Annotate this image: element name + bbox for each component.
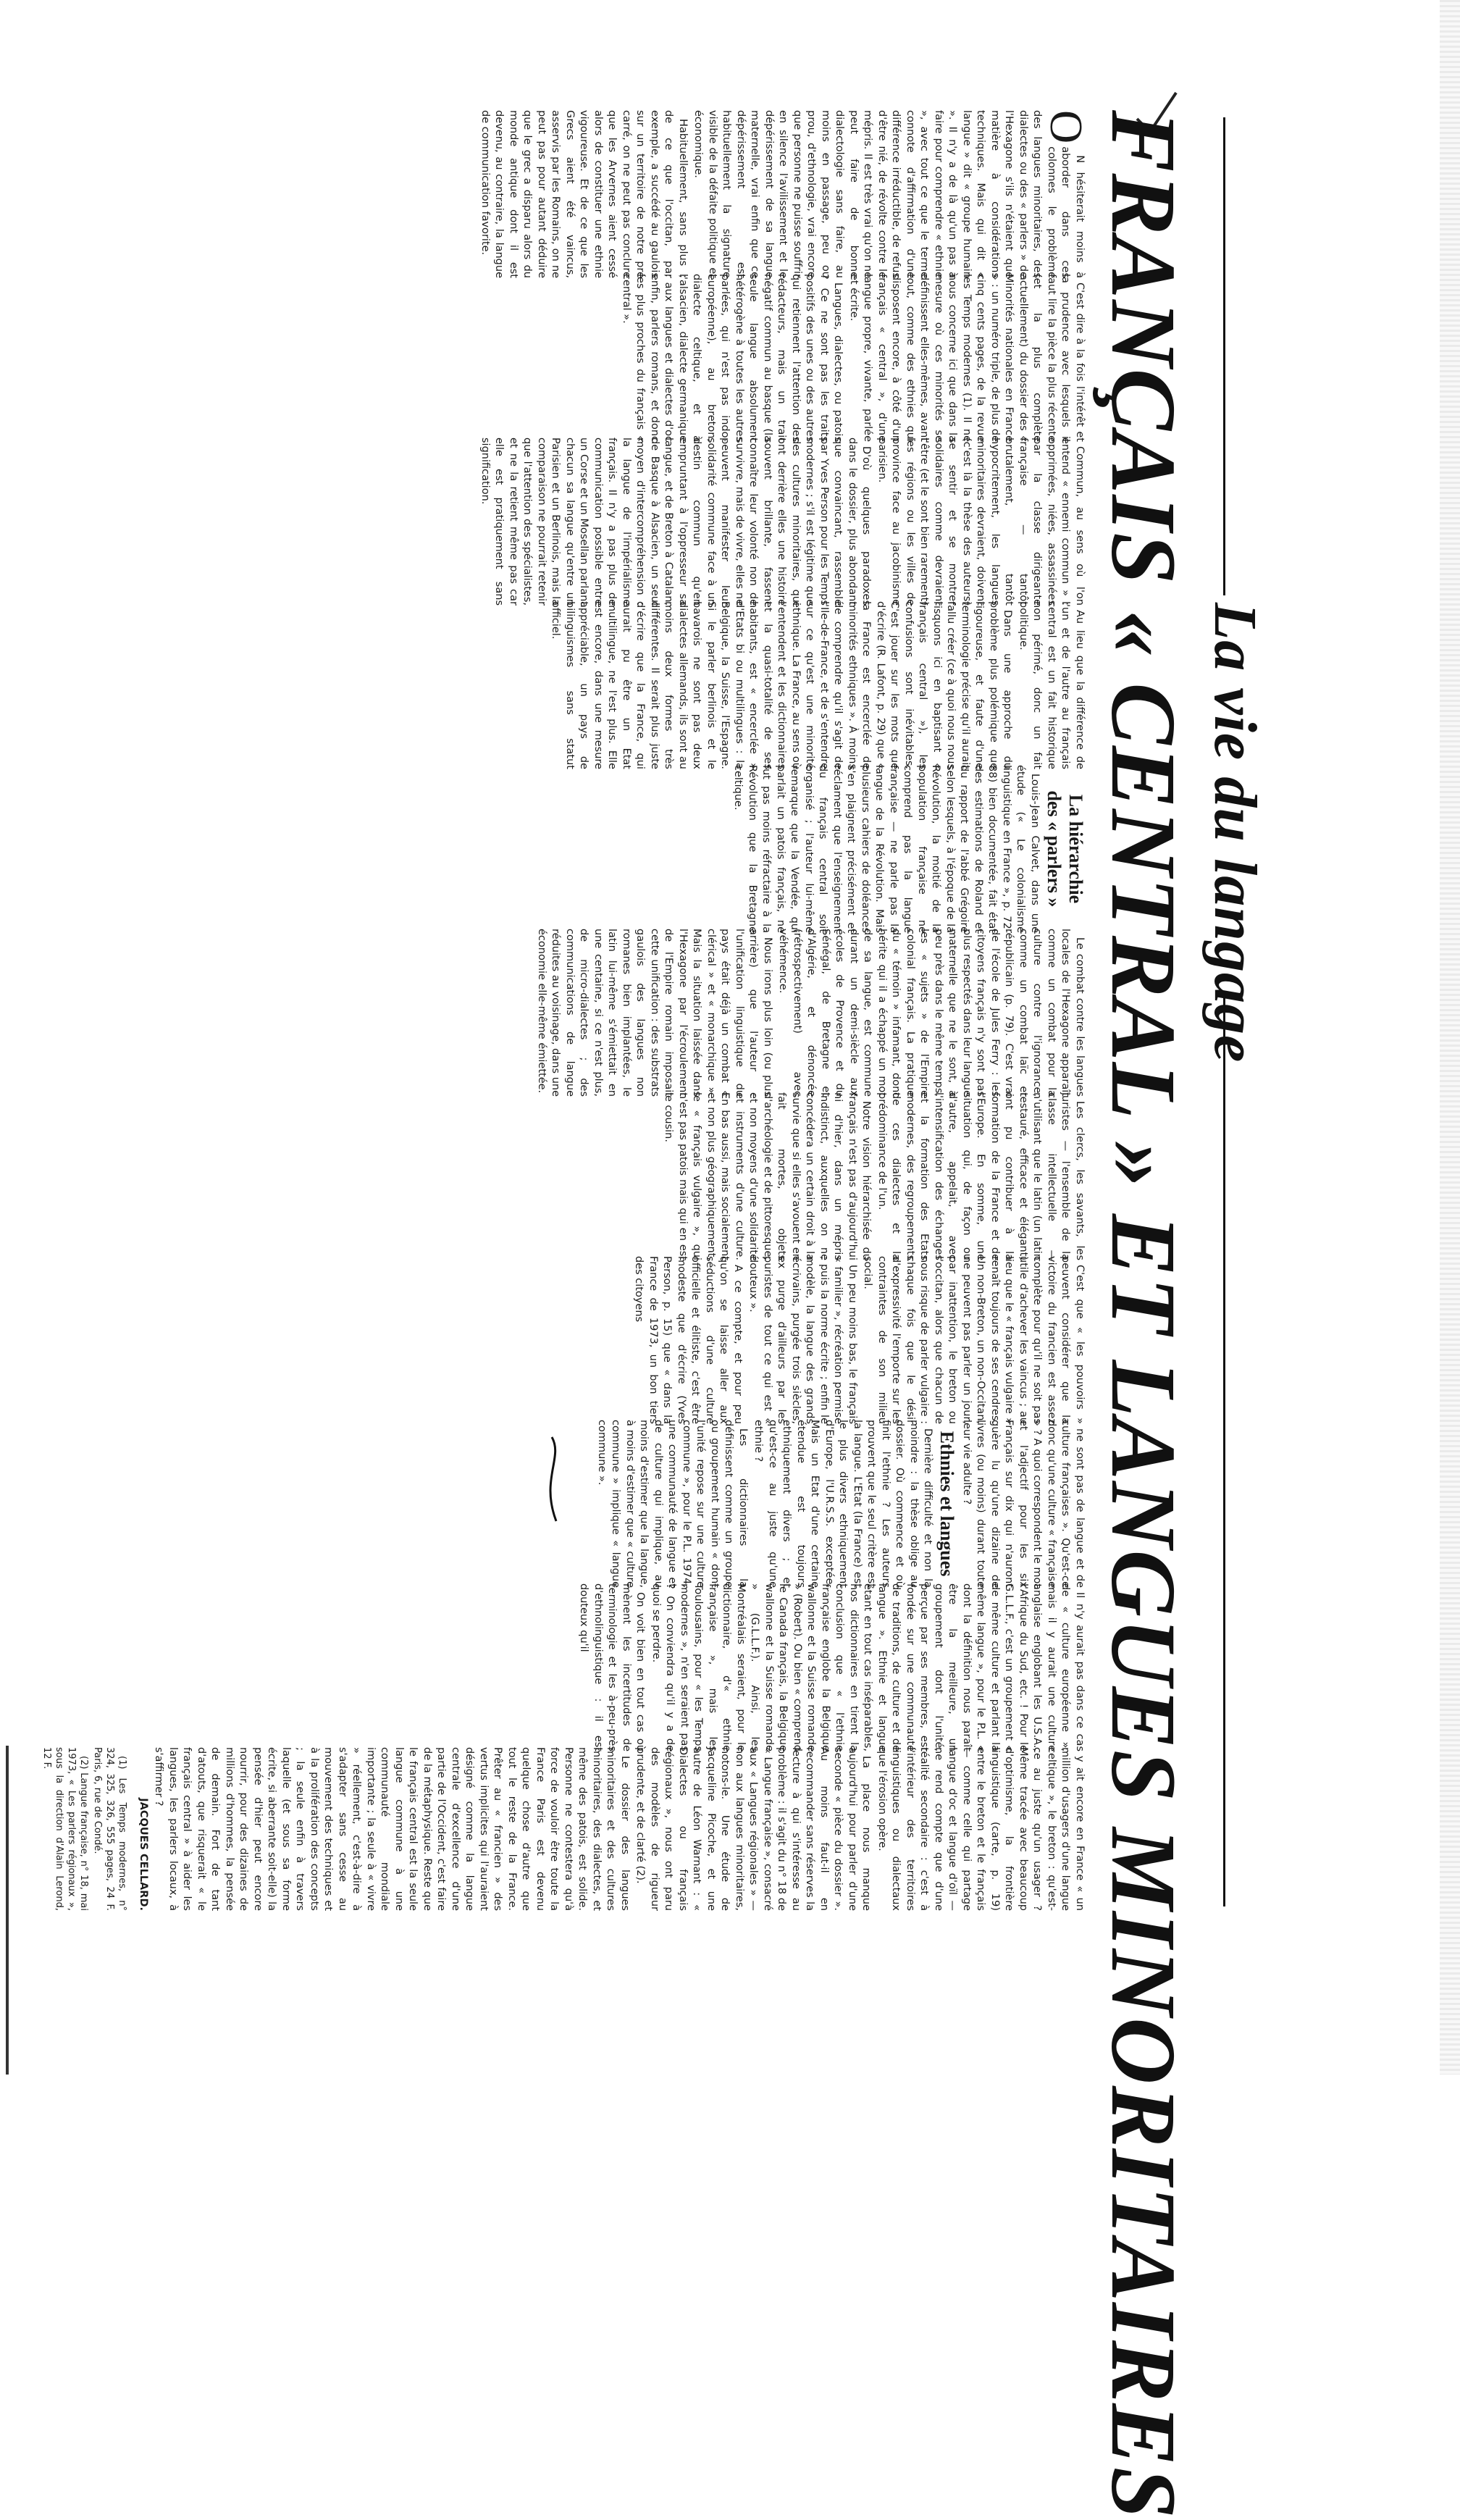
paragraph: Le combat contre les langues locales de l'Hexagone apparaît comme un combat pour la culture contre l'ignorance, comme un combat laïc et républicain (p. 79). C'est vrai de l'école de Jules Ferry : les citoyens français n'y sont pas plus respectés dans leur langue maternelle que ne le sont, à peu près dans le même temps, les « sujets » de l'Empire colonial français. La pratique du « témoin » infamant, dont hérite qui il a échappé un mot de sa langue, est commune durant un demi-siècle aux écoles de Provence et du Sénégal, de Bretagne et d'Algérie, et dénoncée (rétrospectivement) avec véhémence. — [777, 929, 1086, 1097]
column-5 — [152, 765, 1086, 933]
paragraph: Louis-Jean Calvet, dans une étude (« Le colonialisme linguistique en France », p. 72-88) bien documentée, fait état des estimations de Roland et du rapport de l'abbé Grégoire selon lesquels, à l'époque de la Révolution, la moitié de la population française ne comprend pas la langue française — ne parle pas la langue de la Révolution. Mais plusieurs cahiers de doléances s'en plaignent précisément et réclament que l'enseignement du français central soit organisé ; l'auteur lui-même remarque que la Vendée, qui parlait un patois français, ne fut pas moins réfractaire à la Révolution que la Bretagne celtique. — [732, 765, 1041, 933]
paragraph: Langues, dialectes, ou patois ? Ce ne sont pas les traits positifs des unes ou des autres qui retiennent l'attention des rédacteurs, mais un trait négatif commun au basque (la seule langue absolument hétérogène à toutes les autres parlées, qui n'est pas indo-européenne), au breton, dialecte celtique, et à l'alsacien, dialecte germanique ; aux langues et dialectes d'oc enfin, parlers romans, et donc les plus proches du français « central ». — [621, 274, 844, 442]
paragraph: Un peu moins bas, le français « familier », récréation permise ; puis la norme écrite ; enfin le modèle, la langue des grands écrivains, purgée trois siècles, ex purge d'ailleurs par les puristes de tout ce qui est « douteux ». — [747, 1256, 858, 1424]
kicker-rule-right — [1223, 994, 1225, 1906]
paragraph: C'est dire à la fois l'intérêt et la prudence avec lesquels il faut lire la pièce la plus récente (et la plus complète actuellement) du dossier des « Minorités nationales en France » : un numéro triple, de plus de cinq cents pages, de la revue les Temps modernes (1). Il ne nous concerne ici que dans la mesure où ces minorités se définissent elles-mêmes, avant tout, comme des ethnies qui disposent encore, à côté d'un français « central », d'une langue propre, vivante, parlée et écrite. — [848, 274, 1086, 442]
column-7 — [152, 1092, 1086, 1260]
paragraph: Dernière difficulté et non la moindre : la thèse oblige au dossier. Où commence et où finit l'ethnie ? Les auteurs prouvent que le seul critère est la langue. L'Etat (la France) est le plus divers ethniquement d'Europe, l'U.R.S.S. exceptée. Mais un Etat d'une certaine étendue est toujours ethniquement divers ; et qu'est-ce au juste qu'une ethnie ? — [752, 1420, 934, 1588]
paragraph: Commun, au sens où l'on entend « ennemi commun » : opprimées, niées, assassinées par la classe dirigeante française — tantôt brutalement, tantôt hypocritement, les langues minoritaires devraient, doivent (c'est là la thèse des auteurs) se sentir et se montrer solidaires comme devraient l'être (et le sont bien rarement) les régions ou les villes de province face au jacobinisme parisien. — [876, 438, 1086, 606]
footnotes — [41, 1747, 129, 1911]
column-2 — [152, 274, 1086, 442]
dropcap: O — [1041, 110, 1092, 144]
paragraph: y ait encore en France « un million d'usagers d'une langue celtique », le breton : qu'est-ce au juste qu'un usager ? Même tracée avec beaucoup d'optimisme, la frontière linguistique (carte, p. 19) entre le breton et le français — comme celle qui partage langue d'oc et langue d'oïl — ne rend compte que d'une réalité secondaire : c'est à l'intérieur des territoires linguistiques ou dialectaux que l'érosion opère. — [876, 1747, 1086, 1911]
column-9 — [152, 1420, 1086, 1588]
subhead-hierarchie: La hiérarchie des « parlers » — [1044, 790, 1086, 908]
column-11 — [41, 1747, 1086, 1911]
footnote: (1) Les Temps modernes, n° 324, 325, 326, 555 pages, 24 F. Paris, 6, rue de Condé. — [92, 1747, 128, 1911]
paragraph: A ce compte, et pour peu qu'on se laisse aller aux séductions d'une culture officielle et élitiste, c'est être modeste que d'écrire (Yves Person, p. 15) que « dans la France de 1973, un bon tiers des citoyens — [633, 1256, 744, 1424]
paragraph: Les clercs, les savants, les juristes — l'ensemble de la classe intellectuelle — n'utilisant que le latin (un latin restauré, efficace et élégant) ont pu contribuer à la formation de la France et de l'Europe. En somme, une situation qui, de façon ou d'autre, appelait, avec l'intensification des échanges et la formation des Etats modernes, des regroupements de ces dialectes et la prédominance de l'un. — [876, 1092, 1086, 1260]
column-1 — [152, 110, 1092, 278]
article-frame — [41, 96, 1276, 2520]
column-6 — [152, 929, 1086, 1097]
pen-strike-mark — [537, 1436, 566, 1523]
kicker: La vie du langage — [1201, 603, 1269, 1063]
paragraph: D'où quelques paradoxes dans le dossier, plus abondant que convaincant, rassemblé par Yves Person pour les Temps modernes ; s'il est légitime que des cultures minoritaires, qui ont derrière elles une histoire souvent brillante, fassent connaître leur volonté non de survivre, mais de vivre, elles ne peuvent manifester leur solidarité commune face à un destin commun qu'en empruntant à l'oppresseur sa langue, et de Breton à Catalan, de Basque à Alsacien, un seul moyen d'intercompréhension : la langue de l'impérialisme français. Il n'y a pas plus de communication possible entre un Corse et un Mosellan parlant chacun sa langue qu'entre un Parisien et un Berlinois, mais la comparaison ne pourrait retenir que l'attention des spécialistes, et ne la retient même pas car elle est pratiquement sans signification. — [479, 438, 873, 606]
column-10 — [152, 1583, 1086, 1751]
column-8 — [152, 1256, 1086, 1424]
paragraph: Les dictionnaires la définissent comme un groupe ou groupement humain « dont l'unité repose sur une culture commune », pour le P.L. 1974, une communauté de langue et de culture qui implique, au moins d'estimer que la langue, à moins d'estimer que « culture commune » implique « langue commune ». — [596, 1420, 749, 1588]
rotated-newspaper-clipping — [41, 96, 1276, 2520]
footnote: (2) Langue française, n° 18, mai 1973, « Les parlers régionaux », sous la direction d'Alain Lerond, 12 F. — [41, 1747, 90, 1911]
author-signature: JACQUES CELLARD. — [138, 1798, 149, 1911]
column-3 — [152, 438, 1086, 606]
subhead-ethnies: Ethnies et langues — [936, 1431, 958, 1577]
column-4 — [152, 601, 1086, 769]
paragraph: Dans une approche du problème plus polémique que rigoureuse, et faute d'une terminologie précise qu'il aurait fallu créer (ce à quoi nous nous risquons ici en baptisant « français central »), les confusions sont inévitables. C'est jouer sur les mots que d'écrire (R. Lafont, p. 29) que « la France est encerclée de minorités ethniques ». À moins de comprendre qu'il s'agit de l'Ile-de-France, et de s'entendre sur ce qu'est une minorité ethnique. La France, au sens où l'entendent et les dictionnaires et la quasi-totalité de ses habitants, est « encerclée » d'Etats bi ou multilingues : la Belgique, la Suisse, l'Espagne. Si le parler berlinois et le bavarois ne sont pas deux dialectes allemands, ils sont au moins deux formes très différentes. Il serait plus juste d'écrire que la France, qui aurait pu être un Etat multilingue, ne l'est plus. Elle est encore, dans une mesure appréciable, un pays de bilinguismes sans statut officiel. — [550, 601, 1014, 769]
scan-left-mark — [6, 1746, 9, 2075]
paragraph: ne sont pas de langue et de culture françaises ». Qu'est-ce donc qu'une culture « française » ? A quoi correspondent le mot et l'adjectif pour les six Français sur dix qui n'auront guère lu qu'une dizaine de livres (ou moins) durant toute leur vie adulte ? — [961, 1420, 1086, 1588]
headline: FRANÇAIS « CENTRAL » ET LANGUES MINORITAIRES — [1092, 110, 1195, 2520]
paragraph: Nous irons plus loin (ou plus arrière) que l'auteur : l'unification linguistique du pays était déjà un combat « clérical » et « monarchique ». Mais la situation laissée dans l'Hexagone par l'écroulement de l'Empire romain imposait cette unification : des substrats gaulois des langues non romanes bien implantées, le latin lui-même s'émiettait en une centaine, si ce n'est plus, de micro-dialectes ; des communications de langue réduites au voisinage, dans une économie elle-même émiettée. — [536, 929, 773, 1097]
article-columns — [41, 110, 1092, 1914]
paragraph: Au lieu que la différence de l'un et de l'autre au français central est un fait historique non périmé, donc un fait politique. — [1018, 601, 1086, 769]
paragraph: N hésiterait moins à aborder dans ces colonnes le problème des langues minoritaires, des dialectes ou des « parlers » de l'Hexagone s'ils n'étaient que matière à considérations techniques. Mais qui dit « langue » dit « groupe humain ». Il n'y a de là qu'un pas à faire pour comprendre « ethnie », avec tout ce que le terme connote d'affirmation d'une différence irréductible, de refus d'être nié, de révolte contre le mépris. Il est très vrai qu'on ne peut faire de bonne dialectologie sans faire, au moins en passage, peu ou prou, d'ethnologie, vrai encore que personne ne puisse souffrir en silence l'avilissement et le dépérissement de sa langue maternelle, vrai enfin que ce dépérissement est habituellement la signature visible de la défaite politique et économique. — [692, 110, 1086, 278]
paragraph: La place nous manque aujourd'hui pour parler d'une seconde « pièce du dossier ». Au moins faut-il en recommander sans réserves la lecture à qui s'intéresse au problème : il s'agit du n° 18 de « Langue française », consacré aux « Langues régionales » — non aux langues minoritaires, notons-le. Une étude de Jacqueline Picoche, et une autre de Léon Warnant : « Dialectes ou français régionaux », nous ont paru des modèles de rigueur prudente, et de clarté (2). — [634, 1747, 873, 1911]
paragraph: Il n'y aurait pas dans ce cas de « culture européenne », mais il y aurait une culture anglaise englobant les U.S.A., l'Afrique du Sud, etc. ! Pour le G.L.L.F., c'est un groupement « de même culture et parlant la même langue », pour le P.L. « dont la définition nous paraît être la meilleure, un groupement dont l'unité, perçue par ses membres, est fondée sur une communauté de traditions, de culture et de langue ». Ethnie et langue étant en tout cas inséparables, nos dictionnaires en tirent la conclusion que « l'ethnie française englobe la Belgique wallonne et la Suisse romande » (Robert). Ou bien « comprend le Canada français, la Belgique wallonne et la Suisse romande » (G.L.L.F.). Ainsi, les Montréalais seraient, pour le dictionnaire, d'« ethnie française », mais les Toulousains, pour « les Temps modernes », n'en seraient pas ? On conviendra qu'il y a de quoi se perdre. — [650, 1583, 1086, 1751]
scan-edge-shadow — [1440, 0, 1460, 2075]
kicker-rule-left — [1223, 117, 1225, 595]
paragraph: On voit bien en tout cas où mènent les incertitudes de terminologie et les à-peu-près d'ethnolinguistique : il est douteux qu'il — [578, 1583, 647, 1751]
paragraph: Notre vision hiérarchisée du français n'est pas d'aujourd'hui ni d'hier, dans un mépris indistinct, auxquelles on ne concédera un certain droit à la survie que si elles s'avouent en fait mortes, objets d'archéologie et de pittoresque, et non moyens d'une solidarité et instruments d'une culture. En bas aussi, mais socialement et non plus géographiquement, le « français vulgaire », qui n'est pas patois mais qui en est le cousin. — [663, 1092, 873, 1260]
paragraph: C'est que « les pouvoirs » peuvent considérer que la victoire du francien est assez complète pour qu'il ne soit pas utile d'achever les vaincus ; au lieu que le « français vulgaire » renaît toujours de ses cendres. Un non-Breton, un non-Occitan, ne peuvent pas parler un jour, par inattention, le breton ou l'occitan, alors que chacun de nous risque de parler vulgaire : chaque fois que le désir d'expressivité l'emporte sur les contraintes de son milieu social. — [862, 1256, 1086, 1424]
paragraph: Le dossier des langues minoritaires et des cultures minoritaires, des dialectes, et même des patois, est solide. Personne ne contestera qu'à force de vouloir être toute la France Paris est devenu quelque chose d'autre que tout le reste de la France. Prêter au « francien » des vertus implicites qui l'auraient désigné comme la langue centrale d'excellence d'une partie de l'Occident, c'est faire de la métaphysique. Reste que le français central est la seule langue commune à une communauté mondiale importante ; la seule à « vivre » réellement, c'est-à-dire à s'adapter sans cesse au mouvement des techniques et à la prolifération des concepts ; la seule enfin à travers laquelle (et sous sa forme écrite, si aberrante soit-elle) la pensée d'hier peut encore nourrir, pour des dizaines de millions d'hommes, la pensée de demain. Fort de tant d'atouts, que risquerait « le français central » à aider les langues, les parlers locaux, à s'affirmer ? — [153, 1747, 631, 1911]
paragraph: Habituellement, sans plus ; de ce que l'occitan, par exemple, a succédé au gaulois sur un territoire de notre pré carré, on ne peut pas conclure que les Arvernes aient cessé alors de constituer une ethnie vigoureuse. Et de ce que les Grecs aient été vaincus, asservis par les Romains, on ne peut pas pour autant déduire que le grec a disparu alors du monde antique dont il est devenu, au contraire, la langue de communication favorite. — [479, 110, 689, 278]
